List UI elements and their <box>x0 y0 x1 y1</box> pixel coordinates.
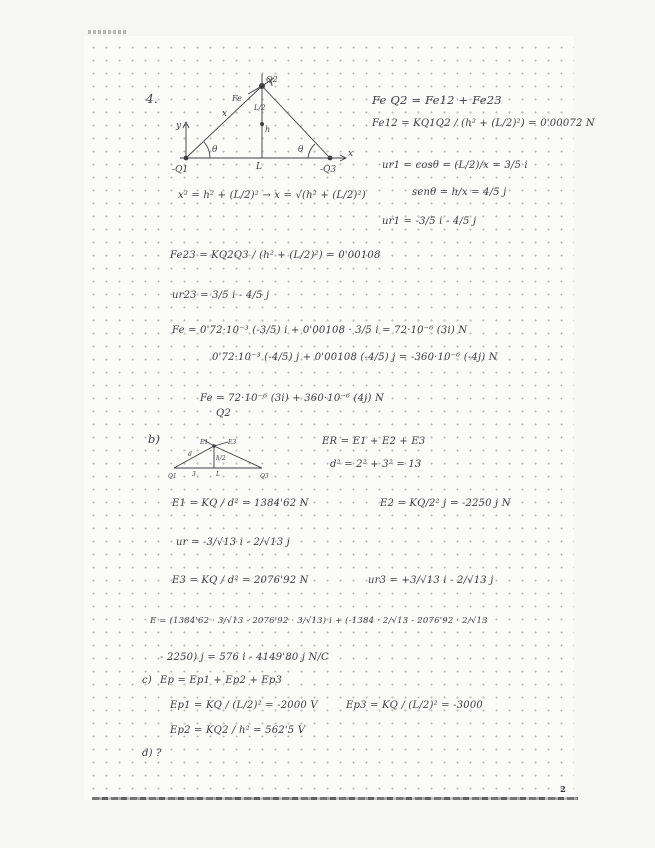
ur1-cos: ur1 = cosθ = (L/2)/x = 3/5 i <box>382 160 528 171</box>
ur3-vector: ur3 = +3/√13 i - 2/√13 j <box>368 575 494 586</box>
fe12-equation: Fe12 = KQ1Q2 / (h² + (L/2)²) = 0'00072 N <box>372 118 595 129</box>
e3-equation: E3 = KQ / d² = 2076'92 N <box>172 575 309 586</box>
y-axis-label: y <box>176 121 182 131</box>
ur1-sen: senθ = h/x = 4/5 j <box>412 187 507 198</box>
e-sum-line-1: E = (1384'62 · 3/√13 - 2076'92 · 3/√13) i + (-1384 · 2/√13 - 2076'92 · 2/√13 <box>150 616 488 626</box>
pythagoras: x² = h² + (L/2)² → x = √(h² + (L/2)²) <box>178 190 366 201</box>
side-d <box>174 446 214 468</box>
theta-arc-right <box>308 144 315 158</box>
e-sum-line-2: - 2250) j = 576 i - 4149'80 j N/C <box>160 652 329 663</box>
fe-result: Fe = 72·10⁻⁶ (3i) + 360·10⁻⁶ (4j) N <box>200 393 384 404</box>
ur1-vector: ur1 = -3/5 i - 4/5 j <box>382 216 477 227</box>
ur-vector: ur = -3/√13 i - 2/√13 j <box>176 537 290 548</box>
base-label: L <box>256 162 262 172</box>
base-l-label: L <box>216 471 220 478</box>
part-b-label: b) <box>148 432 161 446</box>
ep2-equation: Ep2 = KQ2 / h² = 562'5 V <box>170 725 306 736</box>
figure-b-triangle <box>170 438 270 478</box>
ep-sum: Ep = Ep1 + Ep2 + Ep3 <box>160 675 283 686</box>
height-label-b: h/2 <box>216 455 226 462</box>
e3-vector <box>214 442 228 446</box>
fe-line-2: 0'72·10⁻³ (-4/5) j + 0'00108 (-4/5) j = -360·10⁻⁶ (-4j) N <box>212 352 498 363</box>
q2-label: Q2 <box>266 75 278 84</box>
e1-equation: E1 = KQ / d² = 1384'62 N <box>172 498 309 509</box>
ep1-equation: Ep1 = KQ / (L/2)² = -2000 V <box>170 700 318 711</box>
torn-edge <box>92 797 578 800</box>
half-label: L/2 <box>254 104 266 112</box>
midpoint-dot <box>260 122 264 126</box>
d-label: d <box>188 451 192 458</box>
side-right <box>262 86 330 158</box>
d-squared: d² = 2² + 3² = 13 <box>330 459 422 470</box>
charge-q1-dot <box>184 156 189 161</box>
scan-artifact <box>88 30 128 34</box>
part-a-header: Fe Q2 = Fe12 + Fe23 <box>372 93 502 107</box>
q1-label: -Q1 <box>172 165 189 175</box>
side-x-label: x <box>222 109 228 119</box>
x-axis-label: x <box>348 149 354 159</box>
ur23-vector: ur23 = 3/5 i - 4/5 j <box>172 290 270 301</box>
problem-number: 4. <box>146 92 158 106</box>
field-sum: ER = E1 + E2 + E3 <box>322 436 426 447</box>
side-x-left <box>186 86 262 158</box>
e1-label: E1 <box>200 439 209 446</box>
point-p <box>212 444 216 448</box>
e2-equation: E2 = KQ/2² j = -2250 j N <box>380 498 511 509</box>
charge-q2-dot <box>259 83 265 89</box>
fe-line-1: Fe = 0'72·10⁻³ (-3/5) i + 0'00108 · 3/5 i = 72·10⁻⁶ (3i) N <box>172 325 468 336</box>
part-d-label: d) ? <box>142 748 162 759</box>
q3-label-b: Q3 <box>260 473 269 480</box>
height-label: h <box>265 125 271 134</box>
fe23-equation: Fe23 = KQ2Q3 / (h² + (L/2)²) = 0'00108 <box>170 250 381 261</box>
part-c-label: c) <box>142 675 152 686</box>
force-label: Fe <box>232 94 242 103</box>
theta-arc-left <box>204 142 210 158</box>
e3-label: E3 <box>228 439 237 446</box>
q2-note: Q2 <box>216 408 231 419</box>
q3-label: -Q3 <box>320 165 337 175</box>
page-corner-number: 2 <box>560 785 567 795</box>
figure-a-triangle <box>170 72 360 182</box>
theta-right-label: θ <box>298 145 304 155</box>
charge-q3-dot <box>328 156 333 161</box>
base-3-label: 3 <box>192 471 196 478</box>
q1-label-b: Q1 <box>168 473 177 480</box>
ep3-equation: Ep3 = KQ / (L/2)² = -3000 <box>346 700 483 711</box>
theta-left-label: θ <box>212 145 218 155</box>
